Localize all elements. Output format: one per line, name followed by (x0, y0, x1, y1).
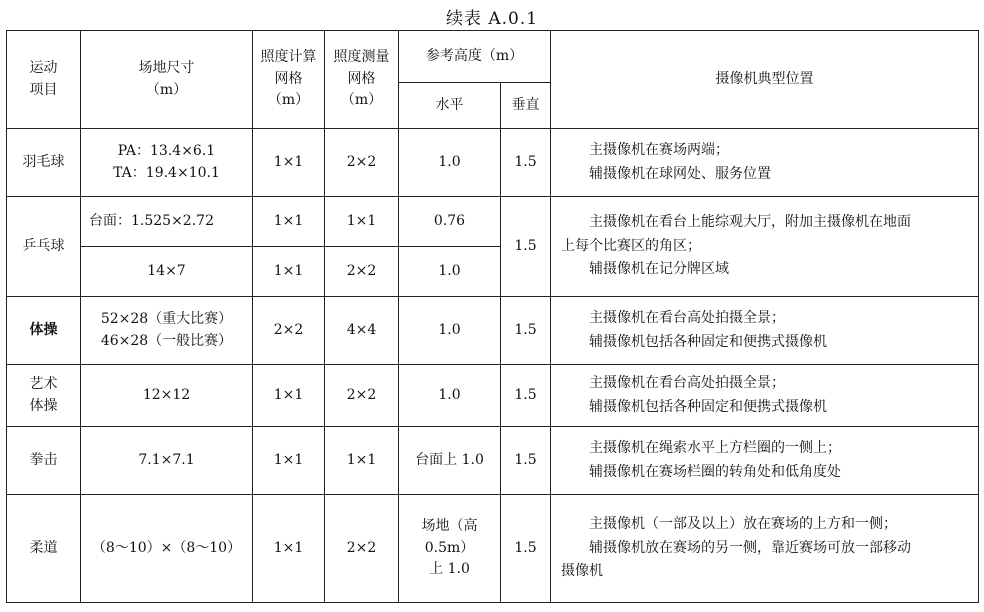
header-sport: 运动 项目 (7, 31, 81, 129)
header-calc-grid: 照度计算 网格 （m） (253, 31, 325, 129)
cell-size: 52×28（重大比赛） 46×28（一般比赛） (81, 297, 253, 365)
header-measure-grid: 照度测量 网格 （m） (325, 31, 399, 129)
cell-horizontal: 1.0 (399, 247, 501, 297)
cell-horizontal: 场地（高 0.5m） 上 1.0 (399, 495, 501, 603)
cell-size: 7.1×7.1 (81, 427, 253, 495)
cell-vertical: 1.5 (501, 129, 551, 197)
header-venue-size: 场地尺寸 （m） (81, 31, 253, 129)
cell-size: 台面：1.525×2.72 (81, 197, 253, 247)
cell-vertical: 1.5 (501, 297, 551, 365)
header-ref-height: 参考高度（m） (399, 31, 551, 83)
cell-measure-grid: 2×2 (325, 247, 399, 297)
table-row-rhythmic (7, 365, 979, 427)
cell-horizontal: 1.0 (399, 129, 501, 197)
header-vertical: 垂直 (501, 83, 551, 129)
table-title: 续表 A.0.1 (445, 9, 539, 29)
cell-sport: 乒乓球 (7, 197, 81, 297)
cell-calc-grid: 1×1 (253, 129, 325, 197)
cell-size: PA：13.4×6.1 TA：19.4×10.1 (81, 129, 253, 197)
cell-calc-grid: 1×1 (253, 247, 325, 297)
header-row-1 (7, 31, 979, 83)
cell-sport: 拳击 (7, 427, 81, 495)
cell-calc-grid: 1×1 (253, 427, 325, 495)
cell-measure-grid: 4×4 (325, 297, 399, 365)
cell-vertical: 1.5 (501, 197, 551, 297)
header-horizontal: 水平 (399, 83, 501, 129)
lighting-table (6, 30, 979, 603)
cell-calc-grid: 1×1 (253, 495, 325, 603)
cell-camera-position: 主摄像机在绳索水平上方栏圈的一侧上； 辅摄像机在赛场栏圈的转角处和低角度处 (551, 427, 979, 495)
cell-calc-grid: 2×2 (253, 297, 325, 365)
cell-vertical: 1.5 (501, 495, 551, 603)
cell-camera-position: 主摄像机在看台上能综观大厅，附加主摄像机在地面 上每个比赛区的角区； 辅摄像机在记分牌区域 (551, 197, 979, 297)
table-row-gymnastics (7, 297, 979, 365)
cell-measure-grid: 1×1 (325, 427, 399, 495)
cell-camera-position: 主摄像机在赛场两端； 辅摄像机在球网处、服务位置 (551, 129, 979, 197)
cell-sport: 柔道 (7, 495, 81, 603)
table-row-judo (7, 495, 979, 603)
cell-sport: 艺术 体操 (7, 365, 81, 427)
cell-horizontal: 1.0 (399, 297, 501, 365)
cell-size: 14×7 (81, 247, 253, 297)
cell-calc-grid: 1×1 (253, 197, 325, 247)
table-row-boxing (7, 427, 979, 495)
cell-vertical: 1.5 (501, 427, 551, 495)
cell-horizontal: 0.76 (399, 197, 501, 247)
cell-camera-position: 主摄像机在看台高处拍摄全景； 辅摄像机包括各种固定和便携式摄像机 (551, 297, 979, 365)
header-camera-position: 摄像机典型位置 (551, 31, 979, 129)
cell-camera-position: 主摄像机（一部及以上）放在赛场的上方和一侧； 辅摄像机放在赛场的另一侧，靠近赛场可放一部移动 摄像机 (551, 495, 979, 603)
cell-size: 12×12 (81, 365, 253, 427)
cell-measure-grid: 2×2 (325, 365, 399, 427)
cell-sport: 羽毛球 (7, 129, 81, 197)
cell-horizontal: 1.0 (399, 365, 501, 427)
table-row-tabletennis-a (7, 197, 979, 247)
cell-vertical: 1.5 (501, 365, 551, 427)
cell-measure-grid: 1×1 (325, 197, 399, 247)
table-row-badminton (7, 129, 979, 197)
cell-calc-grid: 1×1 (253, 365, 325, 427)
cell-horizontal: 台面上 1.0 (399, 427, 501, 495)
cell-camera-position: 主摄像机在看台高处拍摄全景； 辅摄像机包括各种固定和便携式摄像机 (551, 365, 979, 427)
cell-measure-grid: 2×2 (325, 495, 399, 603)
cell-measure-grid: 2×2 (325, 129, 399, 197)
cell-sport: 体操 (7, 297, 81, 365)
cell-size: （8～10）×（8～10） (81, 495, 253, 603)
